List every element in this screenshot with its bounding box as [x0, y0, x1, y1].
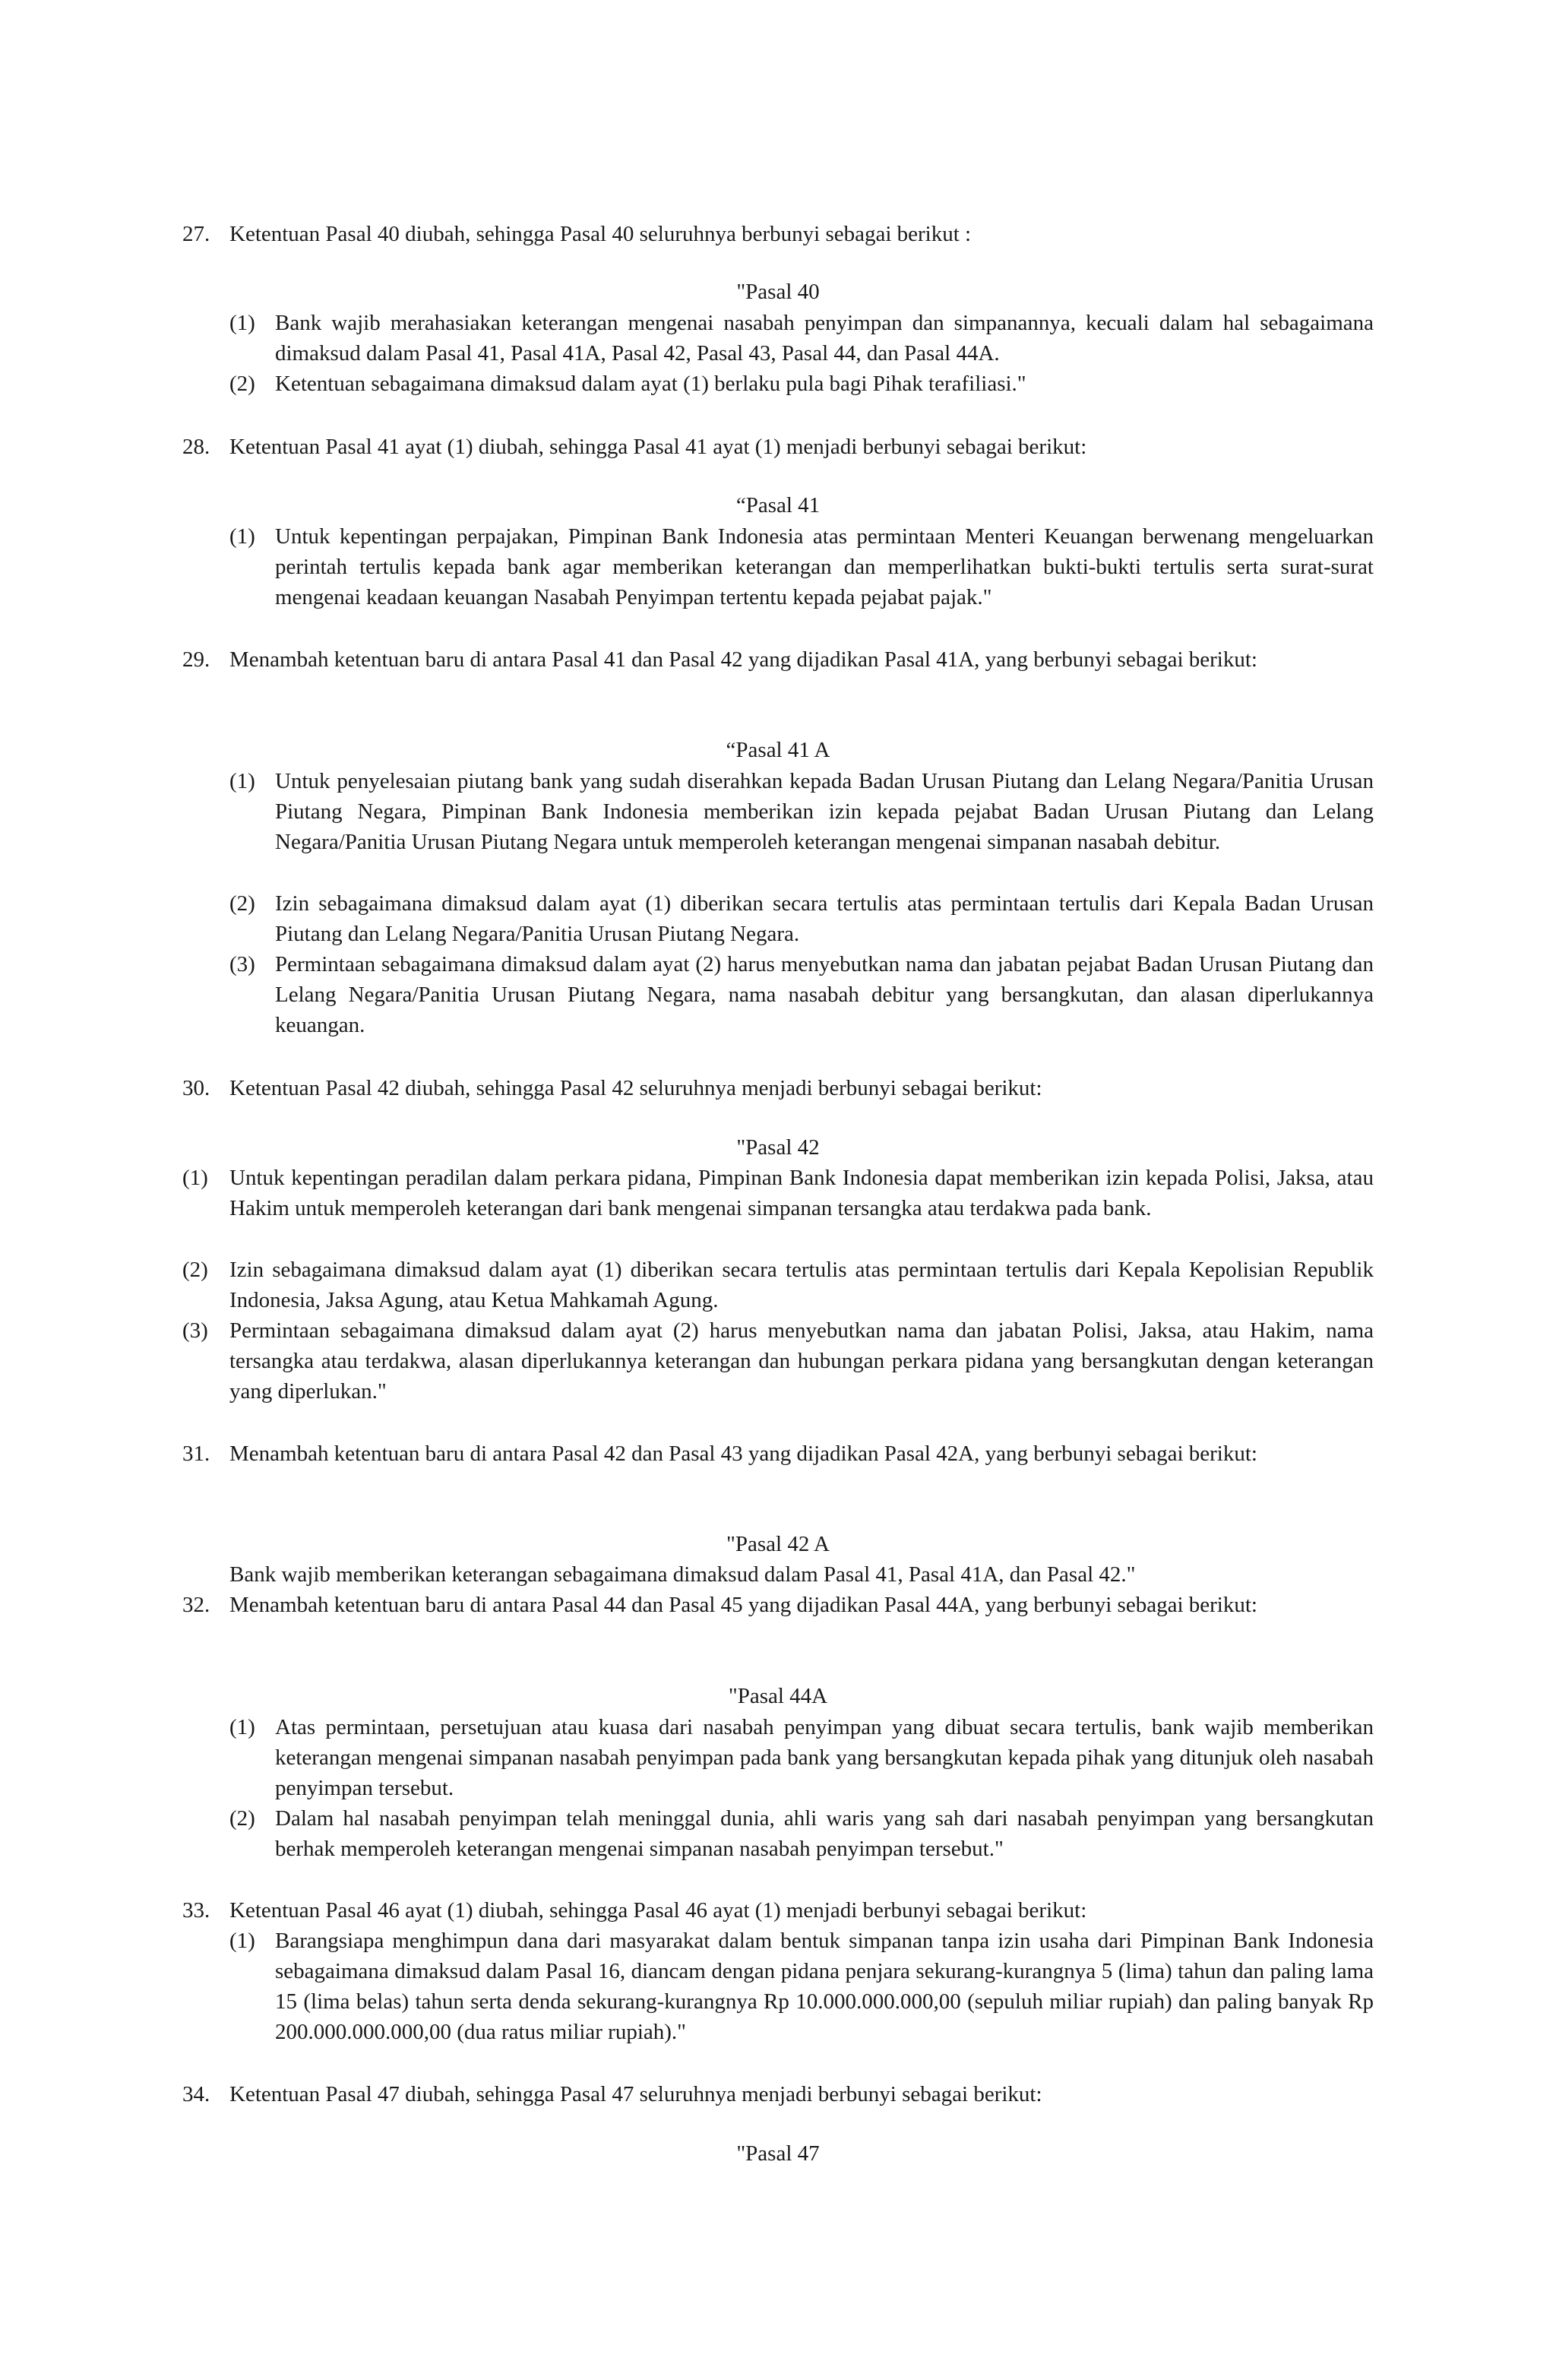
clause-number: (3): [182, 1318, 208, 1343]
item-text: Ketentuan Pasal 47 diubah, sehingga Pasal 47 seluruhnya menjadi berbunyi sebagai berikut:: [229, 2082, 1042, 2106]
list-item: [182, 644, 1374, 675]
clause-number: (1): [229, 311, 255, 335]
list-item: [182, 1895, 1374, 1926]
list-item: [182, 1590, 1374, 1620]
clause-text: Dalam hal nasabah penyimpan telah meninggal dunia, ahli waris yang sah dari nasabah penyimpan yang bersangkutan berhak memperoleh keterangan mengenai simpanan nasabah penyimpan tersebut.": [275, 1806, 1374, 1861]
clause-text: Atas permintaan, persetujuan atau kuasa dari nasabah penyimpan yang dibuat secara tertulis, bank wajib memberikan keterangan mengenai simpanan nasabah penyimpan pada bank yang bersangkutan kepada pihak yang ditunjuk oleh nasabah penyimpan tersebut.: [275, 1715, 1374, 1800]
clause-text: Izin sebagaimana dimaksud dalam ayat (1) diberikan secara tertulis atas permintaan tertulis dari Kepala Kepolisian Republik Indonesia, Jaksa Agung, atau Ketua Mahkamah Agung.: [229, 1258, 1374, 1312]
item-number: 34.: [182, 2082, 210, 2106]
clause-number: (1): [229, 1715, 255, 1739]
article-heading: “Pasal 41 A: [726, 738, 830, 762]
clause-text: Bank wajib merahasiakan keterangan mengenai nasabah penyimpan dan simpanannya, kecuali dalam hal sebagaimana dimaksud dalam Pasal 41, Pasal 41A, Pasal 42, Pasal 43, Pasal 44, dan Pasal 44A.: [275, 311, 1374, 366]
list-item: [182, 432, 1374, 462]
article-text: Bank wajib memberikan keterangan sebagaimana dimaksud dalam Pasal 41, Pasal 41A, dan Pasal 42.": [229, 1562, 1136, 1587]
clause-number: (1): [229, 524, 255, 549]
article-heading: "Pasal 44A: [728, 1684, 828, 1708]
clause: [182, 1315, 1374, 1407]
clause-number: (2): [229, 1806, 255, 1831]
item-text: Menambah ketentuan baru di antara Pasal 44 dan Pasal 45 yang dijadikan Pasal 44A, yang berbunyi sebagai berikut:: [229, 1593, 1257, 1617]
item-text: Menambah ketentuan baru di antara Pasal 41 dan Pasal 42 yang dijadikan Pasal 41A, yang berbunyi sebagai berikut:: [229, 647, 1257, 672]
item-number: 29.: [182, 647, 210, 672]
clause-number: (2): [229, 891, 255, 916]
clause: [229, 1803, 1374, 1864]
list-item: [182, 2079, 1374, 2109]
clause: [229, 766, 1374, 857]
item-number: 31.: [182, 1442, 210, 1466]
article-heading: “Pasal 41: [735, 493, 821, 517]
item-text: Ketentuan Pasal 40 diubah, sehingga Pasal 40 seluruhnya berbunyi sebagai berikut :: [229, 222, 972, 246]
article-heading: "Pasal 47: [736, 2141, 820, 2166]
item-number: 33.: [182, 1898, 210, 1923]
clause-number: (2): [229, 372, 255, 396]
clause-number: (3): [229, 952, 255, 976]
clause-number: (1): [229, 1929, 255, 1953]
item-number: 30.: [182, 1076, 210, 1100]
list-item: [182, 219, 1374, 249]
clause-text: Ketentuan sebagaimana dimaksud dalam ayat (1) berlaku pula bagi Pihak terafiliasi.": [275, 372, 1026, 396]
item-text: Ketentuan Pasal 46 ayat (1) diubah, sehingga Pasal 46 ayat (1) menjadi berbunyi sebagai berikut:: [229, 1898, 1087, 1923]
list-item: [182, 1073, 1374, 1103]
item-text: Ketentuan Pasal 41 ayat (1) diubah, sehingga Pasal 41 ayat (1) menjadi berbunyi sebagai berikut:: [229, 435, 1087, 459]
clause-text: Barangsiapa menghimpun dana dari masyarakat dalam bentuk simpanan tanpa izin usaha dari Pimpinan Bank Indonesia sebagaimana dimaksud dalam Pasal 16, diancam dengan pidana penjara sekurang-kurangnya 5 (lima) tahun dan paling lama 15 (lima belas) tahun serta denda sekurang-kurangnya Rp 10.000.000.000,00 (sepuluh miliar rupiah) dan paling banyak Rp 200.000.000.000,00 (dua ratus miliar rupiah).": [275, 1929, 1374, 2044]
item-number: 27.: [182, 222, 210, 246]
clause-text: Untuk penyelesaian piutang bank yang sudah diserahkan kepada Badan Urusan Piutang dan Lelang Negara/Panitia Urusan Piutang Negara, Pimpinan Bank Indonesia memberikan izin kepada pejabat Badan Urusan Piutang dan Lelang Negara/Panitia Urusan Piutang Negara untuk memperoleh keterangan mengenai simpanan nasabah debitur.: [275, 769, 1374, 854]
clause-number: (1): [182, 1166, 208, 1190]
clause: [182, 1163, 1374, 1223]
clause-text: Untuk kepentingan perpajakan, Pimpinan Bank Indonesia atas permintaan Menteri Keuangan berwenang mengeluarkan perintah tertulis kepada bank agar memberikan keterangan dan memperlihatkan bukti-bukti tertulis serta surat-surat mengenai keadaan keuangan Nasabah Penyimpan tertentu kepada pejabat pajak.": [275, 524, 1374, 609]
item-number: 32.: [182, 1593, 210, 1617]
item-number: 28.: [182, 435, 210, 459]
clause: [229, 308, 1374, 369]
article-heading: "Pasal 42: [736, 1135, 820, 1160]
article-heading: "Pasal 42 A: [726, 1532, 830, 1556]
clause-number: (1): [229, 769, 255, 793]
clause-number: (2): [182, 1258, 208, 1282]
clause: [229, 888, 1374, 949]
clause: [182, 1255, 1374, 1315]
clause: [229, 1926, 1374, 2047]
clause-text: Permintaan sebagaimana dimaksud dalam ayat (2) harus menyebutkan nama dan jabatan Polisi, Jaksa, atau Hakim, nama tersangka atau terdakwa, alasan diperlukannya keterangan dan hubungan perkara pidana yang bersangkutan dengan keterangan yang diperlukan.": [229, 1318, 1374, 1404]
clause-text: Izin sebagaimana dimaksud dalam ayat (1) diberikan secara tertulis atas permintaan tertulis dari Kepala Badan Urusan Piutang dan Lelang Negara/Panitia Urusan Piutang Negara.: [275, 891, 1374, 946]
item-text: Ketentuan Pasal 42 diubah, sehingga Pasal 42 seluruhnya menjadi berbunyi sebagai berikut:: [229, 1076, 1042, 1100]
clause: [229, 949, 1374, 1040]
clause: [229, 1712, 1374, 1803]
clause: [229, 369, 1374, 399]
clause-text: Untuk kepentingan peradilan dalam perkara pidana, Pimpinan Bank Indonesia dapat memberikan izin kepada Polisi, Jaksa, atau Hakim untuk memperoleh keterangan dari bank mengenai simpanan tersangka atau terdakwa pada bank.: [229, 1166, 1374, 1220]
clause-text: Permintaan sebagaimana dimaksud dalam ayat (2) harus menyebutkan nama dan jabatan pejabat Badan Urusan Piutang dan Lelang Negara/Panitia Urusan Piutang Negara, nama nasabah debitur yang bersangkutan, dan alasan diperlukannya keuangan.: [275, 952, 1374, 1037]
list-item: [182, 1438, 1374, 1469]
clause: [229, 521, 1374, 612]
item-text: Menambah ketentuan baru di antara Pasal 42 dan Pasal 43 yang dijadikan Pasal 42A, yang berbunyi sebagai berikut:: [229, 1442, 1257, 1466]
article-heading: "Pasal 40: [736, 280, 820, 304]
